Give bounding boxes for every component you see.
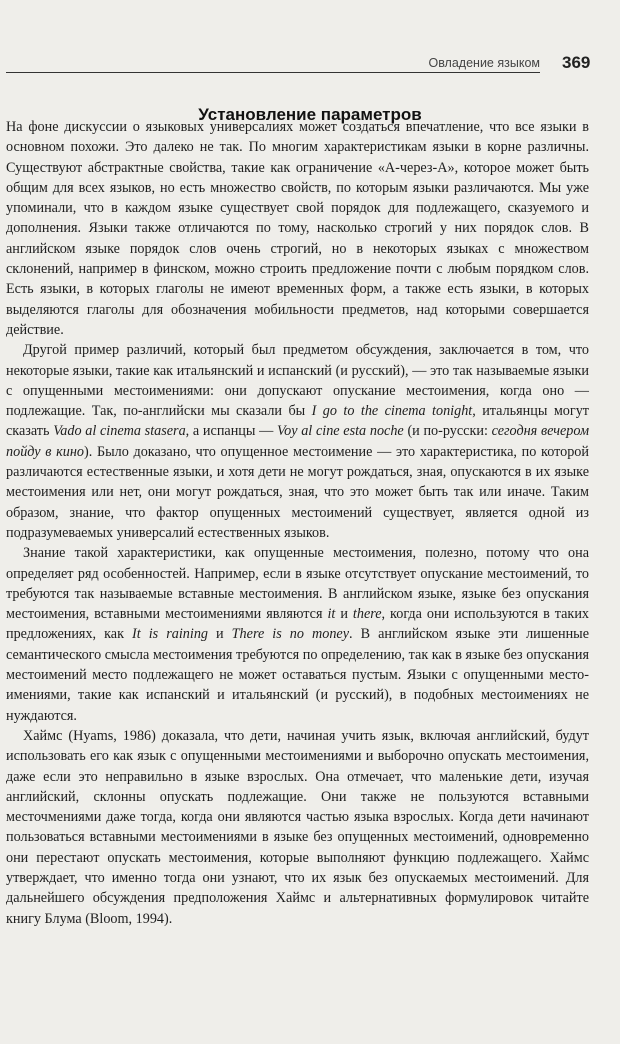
text-run: (и по-русски: xyxy=(403,423,492,440)
text-run: Знание такой характеристики, как опущенные местоимения, полезно, потому что она определяет ряд особенностей. Например, если в языке отсутствует опускание местоимений, то требуются так называемые вставные местоимения. В английском языке, языке без опускания местоимения, вставными местоимениями являются xyxy=(6,545,589,623)
body-text xyxy=(6,117,589,929)
text-run: , когда они используются в таких предложениях, как xyxy=(6,606,590,643)
example-it-is-raining: It is raining xyxy=(132,626,209,643)
text-run: и xyxy=(335,606,353,623)
example-russian: сегодня вечером пойду в кино xyxy=(6,423,590,460)
text-run: . В английском языке эти лишенные семантического смысла местоимения требуются по определению, так как в языке без опускания местоимений место подлежащего не может оставаться пустым. Языки с опущенными местоимениями, такие как испанский и итальянский (и русский), в подобных местоимениях не нуждаются. xyxy=(6,626,589,724)
paragraph-1: На фоне дискуссии о языковых универсалиях может создаться впечатление, что все языки в основном похожи. Это далеко не так. По многим характеристикам языки в корне различны. Существуют абстрактные свойства, такие как ограничение «А-через-А», которое может быть общим для всех языков, но есть множество свойств, по которым языки различаются. Мы уже упоминали, что в каждом языке существует свой порядок для подлежащего, сказуемого и дополнения. Языки также отличаются по тому, насколько строгий у них порядок слов. В английском языке порядок слов очень строгий, но в некоторых языках с множеством склонений, например в финском, можно строить предложение почти с любым порядком слов. Есть языки, в которых глаголы не имеют временных форм, а также есть языки, в которых выделяются глаголы для обозначения мобильности предметов, над которыми совершается действие. xyxy=(6,119,589,338)
paragraph-3 xyxy=(6,543,589,726)
text-run: и xyxy=(208,626,232,643)
text-run: , итальянцы могут сказать xyxy=(6,403,590,440)
example-spanish: Voy al cine esta noche xyxy=(277,423,404,440)
running-title: Овладение языком xyxy=(428,56,540,70)
section-heading: Установление параметров xyxy=(198,105,422,125)
paragraph-4: Хаймс (Hyams, 1986) доказала, что дети, начиная учить язык, включая английский, будут использовать его как язык с опущенными местоимениями и выборочно опускать местоимения, даже если это неправильно в языке взрослых. Она отмечает, что маленькие дети, изучая английский, склонны опускать подлежащие. Они также не пользуются вставными месточмениями даже тогда, когда они являются частью языка взрослых. Когда дети начинают пользоваться вставными местоимениями в языке без опущенных местоимений, одновременно они перестают опускать местоимения, которые выполняют функцию подлежащего. Хаймс утверждает, что именно тогда они узнают, что их язык без опускаемых местоимений. Для дальнейшего обсуждения предположения Хаймс и альтернативных формулировок читайте книгу Блума (Bloom, 1994). xyxy=(6,727,589,927)
paragraph-2 xyxy=(6,340,589,543)
text-run: Другой пример различий, который был предметом обсуждения, заключается в том, что некоторые языки, такие как итальянский и испанский (и русский), — это так называемые языки с опущенными местоимениями: они допускают опускание местоимения, когда оно — подлежащие. Так, по-английски мы сказали бы xyxy=(6,342,589,420)
text-run: , а испанцы — xyxy=(185,423,278,440)
example-there-is-no-money: There is no money xyxy=(231,626,350,643)
page-number: 369 xyxy=(562,53,591,72)
example-it: it xyxy=(327,606,336,623)
text-run: ). Было доказано, что опущенное местоимение — это характеристика, по которой различаются естественные языки, и хотя дети не могут рождаться, зная, опускаются в их языке местоимения или нет, они могут рождаться, зная, что это может быть так или иначе. Таким образом, знание, что фактор опущенных местоимений существует, является одной из подразумеваемых универсалий естественных языков. xyxy=(6,443,589,541)
example-there: there xyxy=(352,606,382,623)
example-english: I go to the cinema tonight xyxy=(311,403,473,420)
example-italian: Vado al cinema stasera xyxy=(53,423,186,440)
running-head xyxy=(6,56,540,73)
